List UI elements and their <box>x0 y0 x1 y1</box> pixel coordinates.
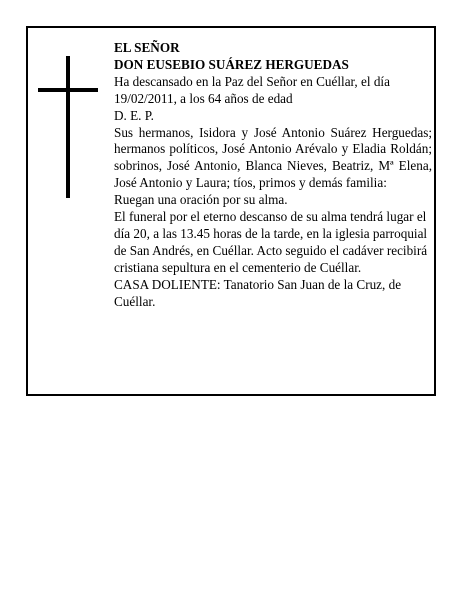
prayer-request: Ruegan una oración por su alma. <box>114 192 288 208</box>
death-notice: Ha descansado en la Paz del Señor en Cuéllar, el día 19/02/2011, a los 64 años de edad <box>114 73 390 106</box>
funeral-paragraph: El funeral por el eterno descanso de su alma tendrá lugar el día 20, a las 13.45 horas de la tarde, en la iglesia parroquial de San Andrés, en Cuéllar. Acto seguido el cadáver recibirá cristiana sepultura en el cementerio de Cuéllar. <box>114 209 428 275</box>
family-paragraph: Sus hermanos, Isidora y José Antonio Suárez Herguedas; hermanos políticos, José Antonio Arévalo y Eladia Roldán; sobrinos, José Antonio, Blanca Nieves, Beatriz, Mª Elena, José Antonio y Laura; tíos, primos y demás familia: <box>114 124 432 191</box>
cross-vertical-bar <box>66 56 70 198</box>
obituary-text <box>114 40 432 311</box>
cross-icon <box>38 56 98 198</box>
cross-horizontal-bar <box>38 88 98 92</box>
obituary-notice <box>26 26 436 396</box>
dep-line: D. E. P. <box>114 107 154 123</box>
mourning-house: CASA DOLIENTE: Tanatorio San Juan de la Cruz, de Cuéllar. <box>114 276 402 309</box>
heading: EL SEÑOR <box>114 40 180 55</box>
deceased-name: DON EUSEBIO SUÁREZ HERGUEDAS <box>114 56 349 72</box>
